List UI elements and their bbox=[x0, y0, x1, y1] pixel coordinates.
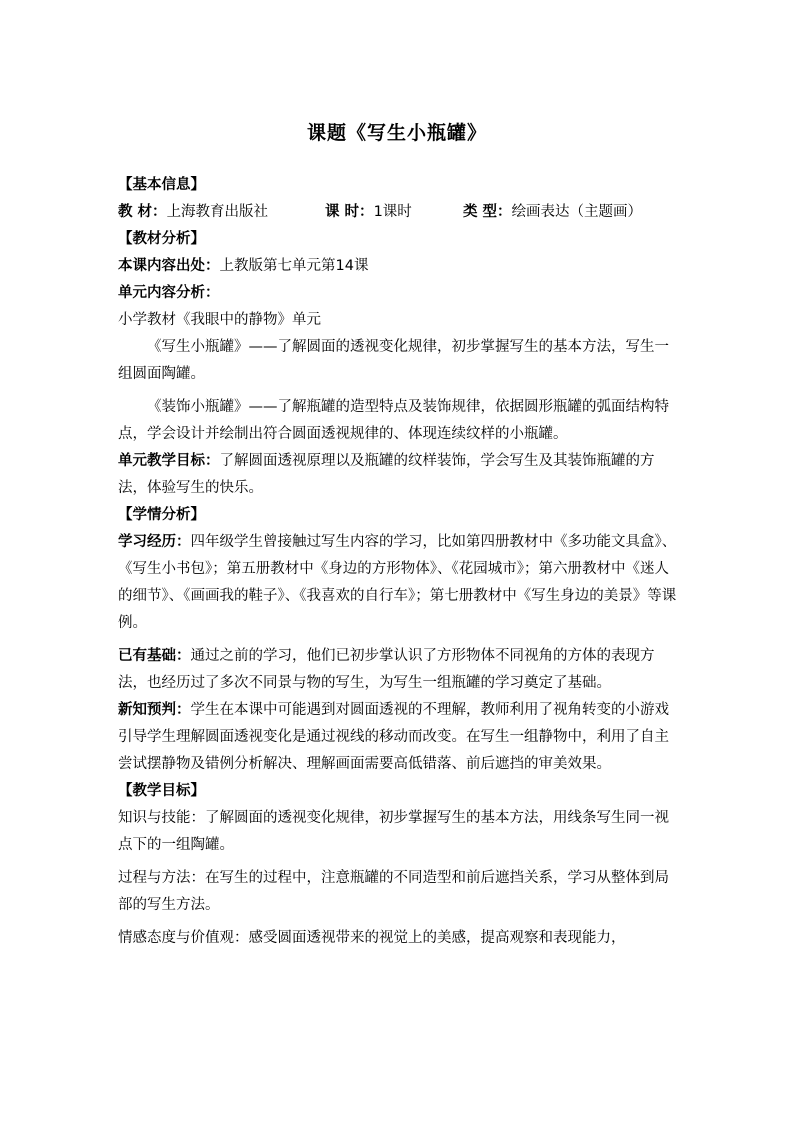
basic-info-row bbox=[118, 199, 680, 226]
objective-emotion-value: 感受圆面透视带来的视觉上的美感，提高观察和表现能力， bbox=[248, 930, 626, 946]
learner-analysis-heading: 【学情分析】 bbox=[118, 507, 205, 523]
learning-experience-label: 学习经历： bbox=[118, 534, 191, 550]
existing-foundation-value: 通过之前的学习，他们已初步掌认识了方形物体不同视角的方体的表现方法，也经历过了多次不同景与物的写生，为写生一组瓶罐的学习奠定了基础。 bbox=[118, 648, 655, 691]
learning-experience bbox=[118, 529, 680, 637]
objective-knowledge-value: 了解圆面的透视变化规律，初步掌握写生的基本方法，用线条写生同一视点下的一组陶罐。 bbox=[118, 810, 669, 853]
document-body bbox=[118, 172, 680, 952]
textbook-info bbox=[118, 199, 325, 226]
objective-process-label: 过程与方法： bbox=[118, 870, 205, 886]
objective-emotion bbox=[118, 925, 680, 952]
textbook-analysis-heading: 【教材分析】 bbox=[118, 231, 205, 247]
unit-intro: 小学教材《我眼中的静物》单元 bbox=[118, 312, 321, 328]
textbook-label: 教 材： bbox=[118, 204, 167, 220]
textbook-value: 上海教育出版社 bbox=[166, 204, 269, 220]
unit-item-2: 《装饰小瓶罐》——了解瓶罐的造型特点及装饰规律，依据圆形瓶罐的弧面结构特点，学会设计并绘制出符合圆面透视规律的、体现连续纹样的小瓶罐。 bbox=[118, 399, 669, 442]
content-source-label: 本课内容出处： bbox=[118, 258, 220, 274]
hours-value: 1课时 bbox=[373, 204, 412, 220]
content-source-value: 上教版第七单元第14课 bbox=[219, 258, 369, 274]
learning-experience-value: 四年级学生曾接触过写生内容的学习，比如第四册教材中《多功能文具盒》、《写生小书包》；第五册教材中《身边的方形物体》、《花园城市》；第六册教材中《迷人的细节》、《画画我的鞋子》、《我喜欢的自行车》；第七册教材中《写生身边的美景》等课例。 bbox=[118, 534, 677, 631]
type-info bbox=[463, 199, 642, 226]
objectives-heading: 【教学目标】 bbox=[118, 783, 205, 799]
document-title: 课题《写生小瓶罐》 bbox=[306, 122, 487, 144]
basic-info-heading: 【基本信息】 bbox=[118, 177, 205, 193]
type-label: 类 型： bbox=[463, 204, 512, 220]
hours-label: 课 时： bbox=[325, 204, 374, 220]
new-knowledge-prediction-label: 新知预判： bbox=[118, 702, 191, 718]
unit-analysis-label: 单元内容分析： bbox=[118, 285, 220, 301]
unit-item-1: 《写生小瓶罐》——了解圆面的透视变化规律，初步掌握写生的基本方法，写生一组圆面陶罐。 bbox=[118, 339, 669, 382]
objective-process-value: 在写生的过程中，注意瓶罐的不同造型和前后遮挡关系，学习从整体到局部的写生方法。 bbox=[118, 870, 669, 913]
new-knowledge-prediction bbox=[118, 697, 680, 778]
type-value: 绘画表达（主题画） bbox=[511, 204, 643, 220]
unit-goal-label: 单元教学目标： bbox=[118, 453, 220, 469]
content-source bbox=[118, 253, 680, 280]
existing-foundation-label: 已有基础： bbox=[118, 648, 191, 664]
unit-goal-value: 了解圆面透视原理以及瓶罐的纹样装饰，学会写生及其装饰瓶罐的方法，体验写生的快乐。 bbox=[118, 453, 655, 496]
objective-process bbox=[118, 865, 680, 919]
objective-knowledge bbox=[118, 805, 680, 859]
unit-goal bbox=[118, 448, 680, 502]
new-knowledge-prediction-value: 学生在本课中可能遇到对圆面透视的不理解，教师利用了视角转变的小游戏引导学生理解圆面透视变化是通过视线的移动而改变。在写生一组静物中，利用了自主尝试摆静物及错例分析解决、理解画面需要高低错落、前后遮挡的审美效果。 bbox=[118, 702, 669, 772]
objective-knowledge-label: 知识与技能： bbox=[118, 810, 205, 826]
hours-info bbox=[325, 199, 463, 226]
existing-foundation bbox=[118, 643, 680, 697]
objective-emotion-label: 情感态度与价值观： bbox=[118, 930, 249, 946]
